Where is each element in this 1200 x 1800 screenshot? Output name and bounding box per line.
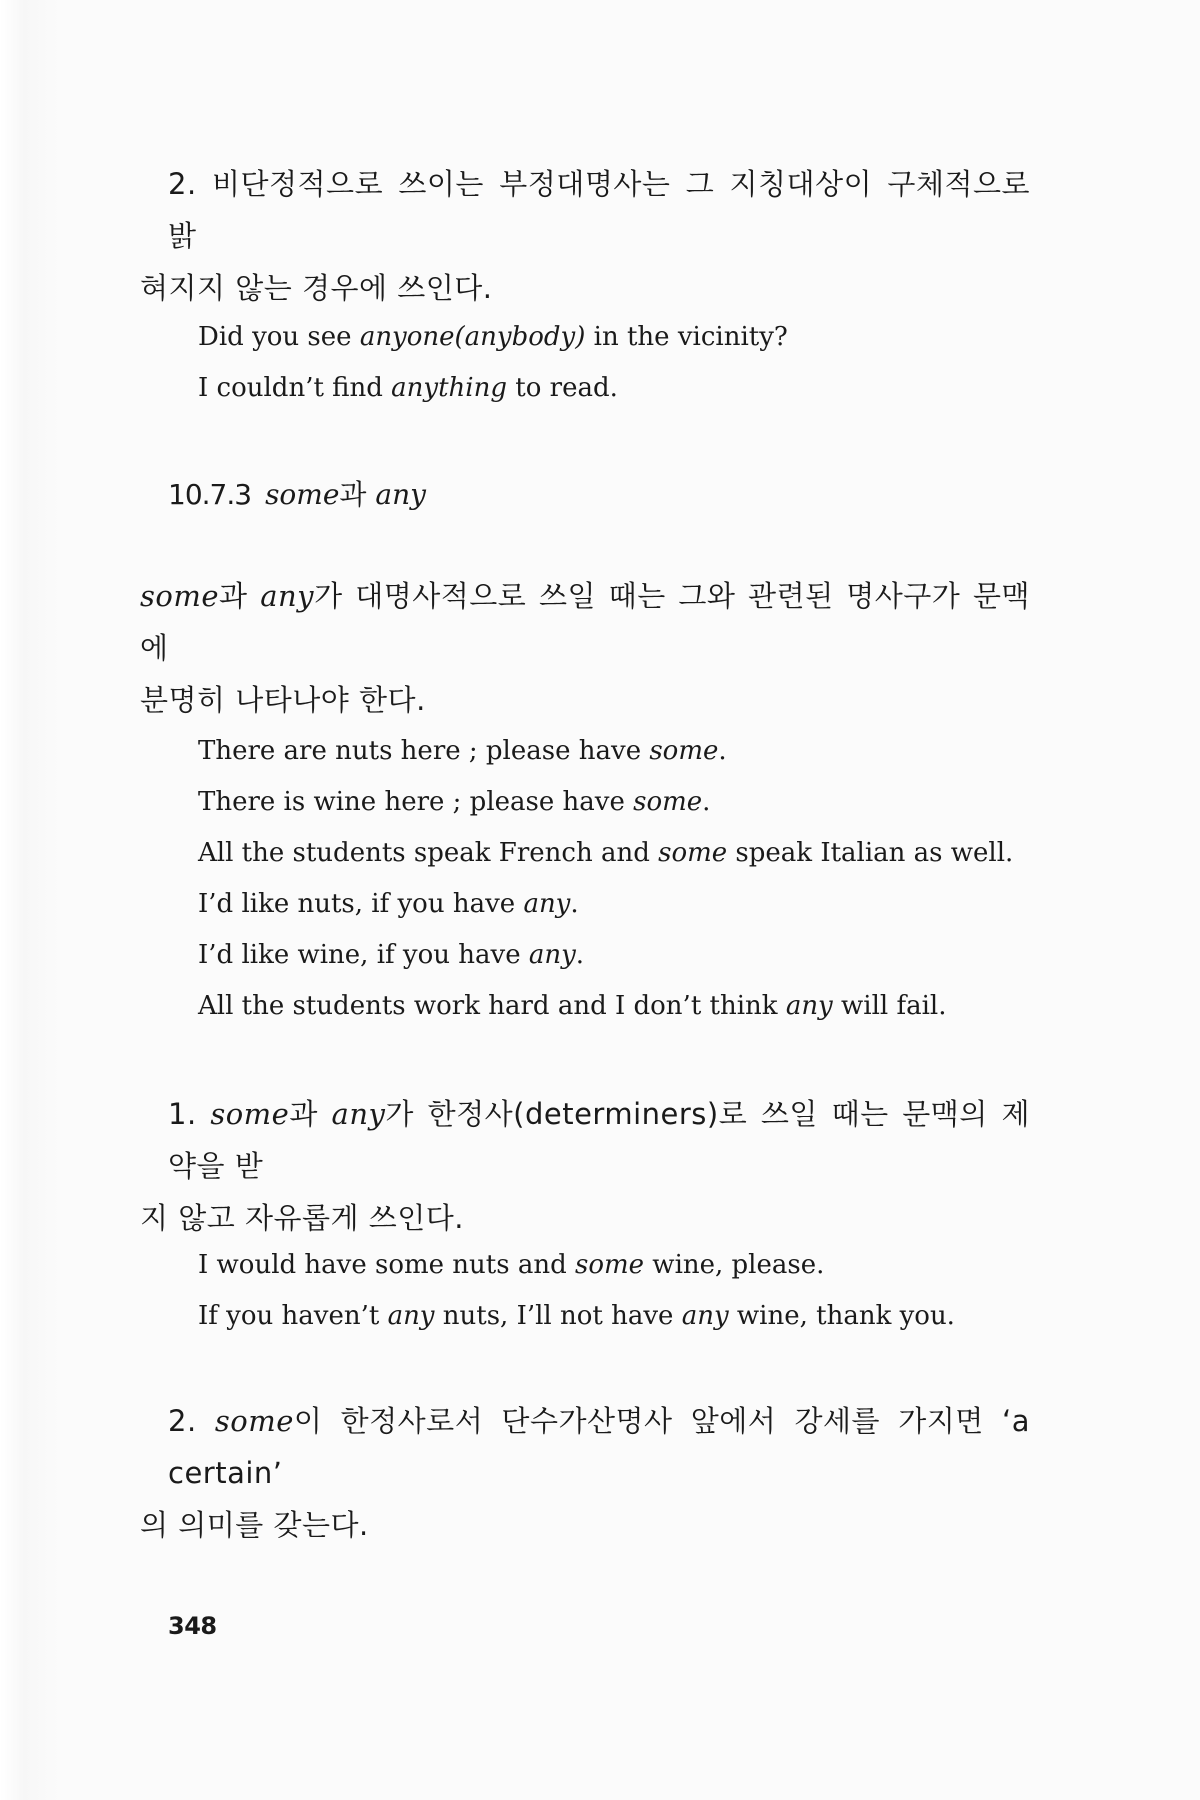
examples-3 — [0, 1240, 1200, 1342]
examples-1 — [0, 312, 1200, 414]
example-sentence: There are nuts here ; please have some. — [198, 736, 727, 766]
section-4-line-2: 의 의미를 갖는다. — [140, 1508, 369, 1542]
section-3-paragraph — [0, 1088, 1200, 1244]
example-sentence: I would have some nuts and some wine, please. — [198, 1250, 825, 1280]
section-3-line-1: 1. some과 any가 한정사(determiners)로 쓰일 때는 문맥의 제약을 받 — [168, 1097, 1030, 1183]
heading-title-any: any — [375, 478, 426, 511]
section-2-paragraph — [0, 570, 1200, 726]
section-2-line-1: some과 any가 대명사적으로 쓰일 때는 그와 관련된 명사구가 문맥에 — [140, 579, 1031, 665]
example-sentence: All the students speak French and some speak Italian as well. — [198, 838, 1014, 868]
section-1-paragraph — [0, 158, 1200, 314]
example-sentence: All the students work hard and I don’t think any will fail. — [198, 991, 947, 1021]
example-sentence: Did you see anyone(anybody) in the vicinity? — [198, 322, 788, 352]
page-number: 348 — [168, 1612, 217, 1640]
heading-title-some: some — [265, 478, 340, 511]
example-sentence: I couldn’t find anything to read. — [198, 373, 618, 403]
section-3-line-2: 지 않고 자유롭게 쓰인다. — [140, 1201, 465, 1235]
section-1-line-2: 혀지지 않는 경우에 쓰인다. — [140, 271, 493, 305]
example-sentence: I’d like nuts, if you have any. — [198, 889, 579, 919]
section-1-line-1: 2. 비단정적으로 쓰이는 부정대명사는 그 지칭대상이 구체적으로 밝 — [168, 167, 1030, 253]
example-sentence: I’d like wine, if you have any. — [198, 940, 585, 970]
section-2-line-2: 분명히 나타나야 한다. — [140, 683, 426, 717]
example-sentence: There is wine here ; please have some. — [198, 787, 711, 817]
section-heading — [0, 475, 1200, 515]
heading-title-connector: 과 — [339, 478, 376, 511]
examples-2 — [0, 726, 1200, 1032]
section-4-paragraph — [0, 1395, 1200, 1551]
heading-number: 10.7.3 — [168, 478, 252, 511]
example-sentence: If you haven’t any nuts, I’ll not have any wine, thank you. — [198, 1301, 955, 1331]
section-4-line-1: 2. some이 한정사로서 단수가산명사 앞에서 강세를 가지면 ‘a certain’ — [168, 1404, 1030, 1490]
